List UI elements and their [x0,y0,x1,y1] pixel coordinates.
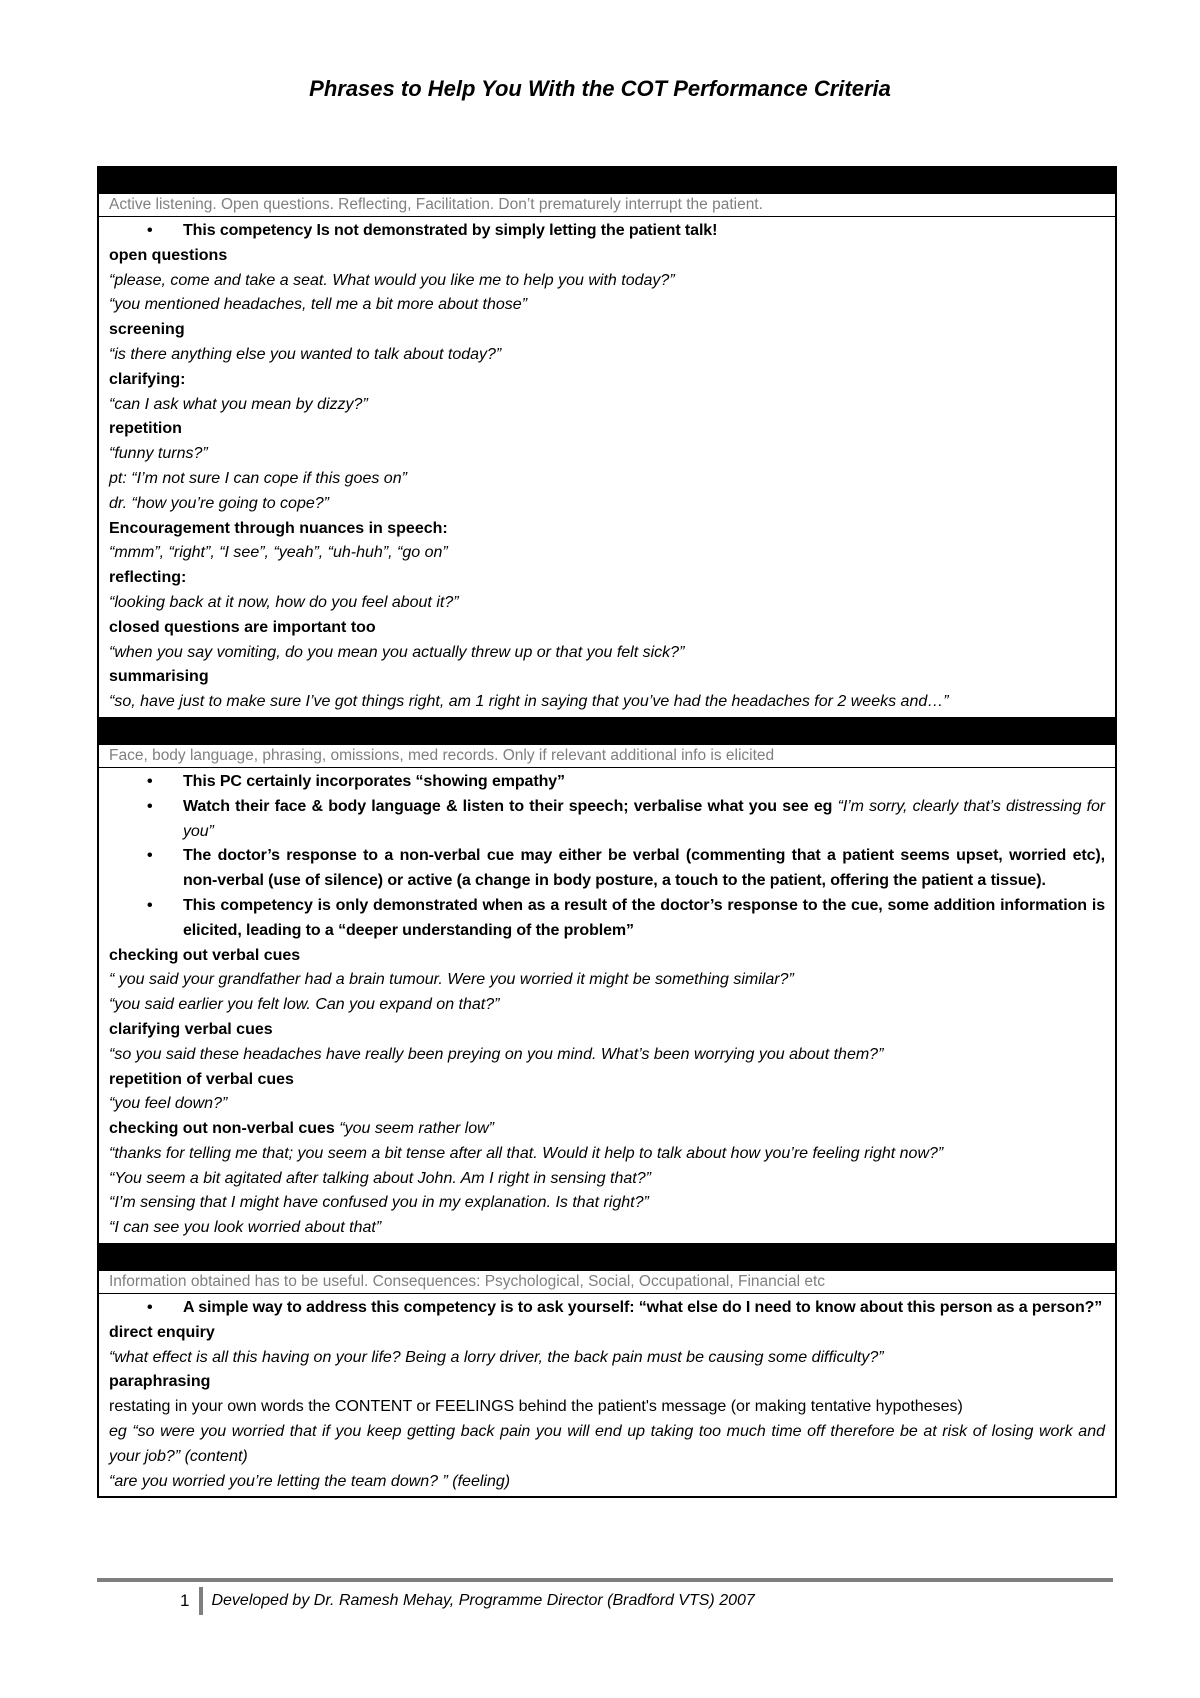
line-text: “please, come and take a seat. What would you like me to help you with today?” [109,271,675,289]
line-text: clarifying: [109,370,186,388]
example-phrase [109,1142,1105,1167]
bullet-item [183,219,1105,244]
bullet-text: The doctor’s response to a non-verbal cue may either be verbal (commenting that a patient seems upset, worried etc), non-verbal (use of silence) or active (a change in body posture, a touch to the patient, offering the patient a tissue). [183,847,1105,890]
technique-heading [109,1370,1105,1395]
footer-divider [199,1587,203,1615]
technique-heading [109,944,1105,969]
criteria-table [97,166,1117,1498]
line-text: screening [109,321,185,339]
section-subtitle: Active listening. Open questions. Reflecting, Facilitation. Don’t prematurely interrupt the patient. [99,194,1115,217]
example-phrase [109,442,1105,467]
bullet-text: This competency Is not demonstrated by simply letting the patient talk! [183,222,718,239]
example-phrase [109,343,1105,368]
line-text: “You seem a bit agitated after talking about John. Am I right in sensing that?” [109,1169,651,1187]
example-phrase [109,1092,1105,1117]
example-phrase [109,393,1105,418]
line-text: open questions [109,246,228,264]
line-text: “ you said your grandfather had a brain tumour. Were you worried it might be something similar?” [109,971,794,989]
technique-heading [109,616,1105,641]
bullet-list [109,1296,1105,1321]
example-phrase [109,1043,1105,1068]
example-phrase [109,1470,1105,1495]
section-body [99,768,1115,1245]
bullet-item [183,894,1105,944]
line-text: eg “so were you worried that if you keep getting back pain you will end up taking too much time off therefore be at risk of losing work and your job?” (content) [109,1423,1105,1465]
example-phrase [109,641,1105,666]
section-header-bar [99,719,1115,745]
line-text: “thanks for telling me that; you seem a bit tense after all that. Would it help to talk about how you’re feeling right now?” [109,1144,944,1162]
line-text: “looking back at it now, how do you feel about it?” [109,593,459,611]
line-text: “can I ask what you mean by dizzy?” [109,395,368,413]
bullet-quote: “I’m sorry, clearly that’s distressing for you” [183,797,1105,840]
page-title: Phrases to Help You With the COT Performance Criteria [309,76,891,101]
bullet-text: This competency is only demonstrated when as a result of the doctor’s response to the cue, some addition information is elicited, leading to a “deeper understanding of the problem” [183,896,1105,939]
line-text: dr. “how you’re going to cope?” [109,494,329,512]
line-text: restating in your own words the CONTENT or FEELINGS behind the patient's message (or making tentative hypotheses) [109,1398,963,1416]
page-number: 1 [180,1591,190,1610]
example-phrase [109,690,1105,715]
example-phrase [109,1167,1105,1192]
bullet-item [183,795,1105,845]
example-phrase [109,1395,1105,1420]
line-text: clarifying verbal cues [109,1020,273,1038]
footer-rule [97,1578,1113,1582]
line-text: “are you worried you’re letting the team down? ” (feeling) [109,1472,511,1490]
footer [180,1586,755,1616]
technique-heading [109,1068,1105,1093]
example-phrase [109,1420,1105,1470]
example-phrase [109,293,1105,318]
section-subtitle: Information obtained has to be useful. Consequences: Psychological, Social, Occupational, Financial etc [99,1271,1115,1294]
technique-heading [109,665,1105,690]
line-text: summarising [109,668,209,686]
line-text: “when you say vomiting, do you mean you actually threw up or that you felt sick?” [109,643,685,661]
bullet-item [183,1296,1105,1321]
line-text: “what effect is all this having on your life? Being a lorry driver, the back pain must be causing some difficulty?” [109,1348,884,1366]
example-phrase [109,1191,1105,1216]
example-phrase [109,993,1105,1018]
example-phrase [109,1346,1105,1371]
technique-heading [109,318,1105,343]
line-text: “I’m sensing that I might have confused you in my explanation. Is that right?” [109,1194,649,1212]
line-text: closed questions are important too [109,618,376,636]
line-text: checking out verbal cues [109,946,301,964]
section-body [99,217,1115,719]
bullet-text: A simple way to address this competency is to ask yourself: “what else do I need to know about this person as a person?” [183,1299,1103,1317]
technique-heading [109,517,1105,542]
bullet-text: Watch their face & body language & listen to their speech; verbalise what you see eg [183,797,838,815]
line-text: “so, have just to make sure I’ve got things right, am 1 right in saying that you’ve had the headaches for 2 weeks and…” [109,693,949,711]
line-text: “you mentioned headaches, tell me a bit more about those” [109,296,528,314]
example-phrase [109,1216,1105,1241]
line-text: repetition of verbal cues [109,1070,294,1088]
line-text: reflecting: [109,569,187,587]
technique-heading [109,1018,1105,1043]
bullet-list [109,219,1105,244]
line-text: checking out non-verbal cues [109,1120,340,1138]
line-text: pt: “I’m not sure I can cope if this goes on” [109,469,407,487]
technique-heading [109,1117,1105,1142]
line-text: repetition [109,420,182,438]
bullet-list [109,770,1105,944]
example-phrase [109,269,1105,294]
bullet-text: This PC certainly incorporates “showing empathy” [183,772,565,790]
example-phrase [109,591,1105,616]
line-text: “I can see you look worried about that” [109,1219,382,1237]
section-subtitle: Face, body language, phrasing, omissions, med records. Only if relevant additional info is elicited [99,745,1115,768]
bullet-item [183,844,1105,894]
line-text: paraphrasing [109,1373,211,1391]
line-text: “so you said these headaches have really been preying on you mind. What’s been worrying you about them?” [109,1045,884,1063]
technique-heading [109,1321,1105,1346]
line-text: “funny turns?” [109,445,208,463]
technique-heading [109,417,1105,442]
line-text: “is there anything else you wanted to talk about today?” [109,345,502,363]
example-phrase [109,467,1105,492]
section-header-bar [99,168,1115,194]
inline-quote: “you seem rather low” [339,1120,494,1138]
bullet-item [183,770,1105,795]
example-phrase [109,492,1105,517]
section-body [99,1294,1115,1496]
technique-heading [109,566,1105,591]
example-phrase [109,968,1105,993]
section-header-bar [99,1245,1115,1271]
line-text: “mmm”, “right”, “I see”, “yeah”, “uh-huh”, “go on” [109,544,448,562]
technique-heading [109,368,1105,393]
footer-credit: Developed by Dr. Ramesh Mehay, Programme Director (Bradford VTS) 2007 [211,1592,755,1609]
line-text: “you feel down?” [109,1095,228,1113]
example-phrase [109,541,1105,566]
line-text: Encouragement through nuances in speech: [109,519,448,537]
line-text: “you said earlier you felt low. Can you expand on that?” [109,996,500,1014]
line-text: direct enquiry [109,1323,215,1341]
technique-heading [109,244,1105,269]
